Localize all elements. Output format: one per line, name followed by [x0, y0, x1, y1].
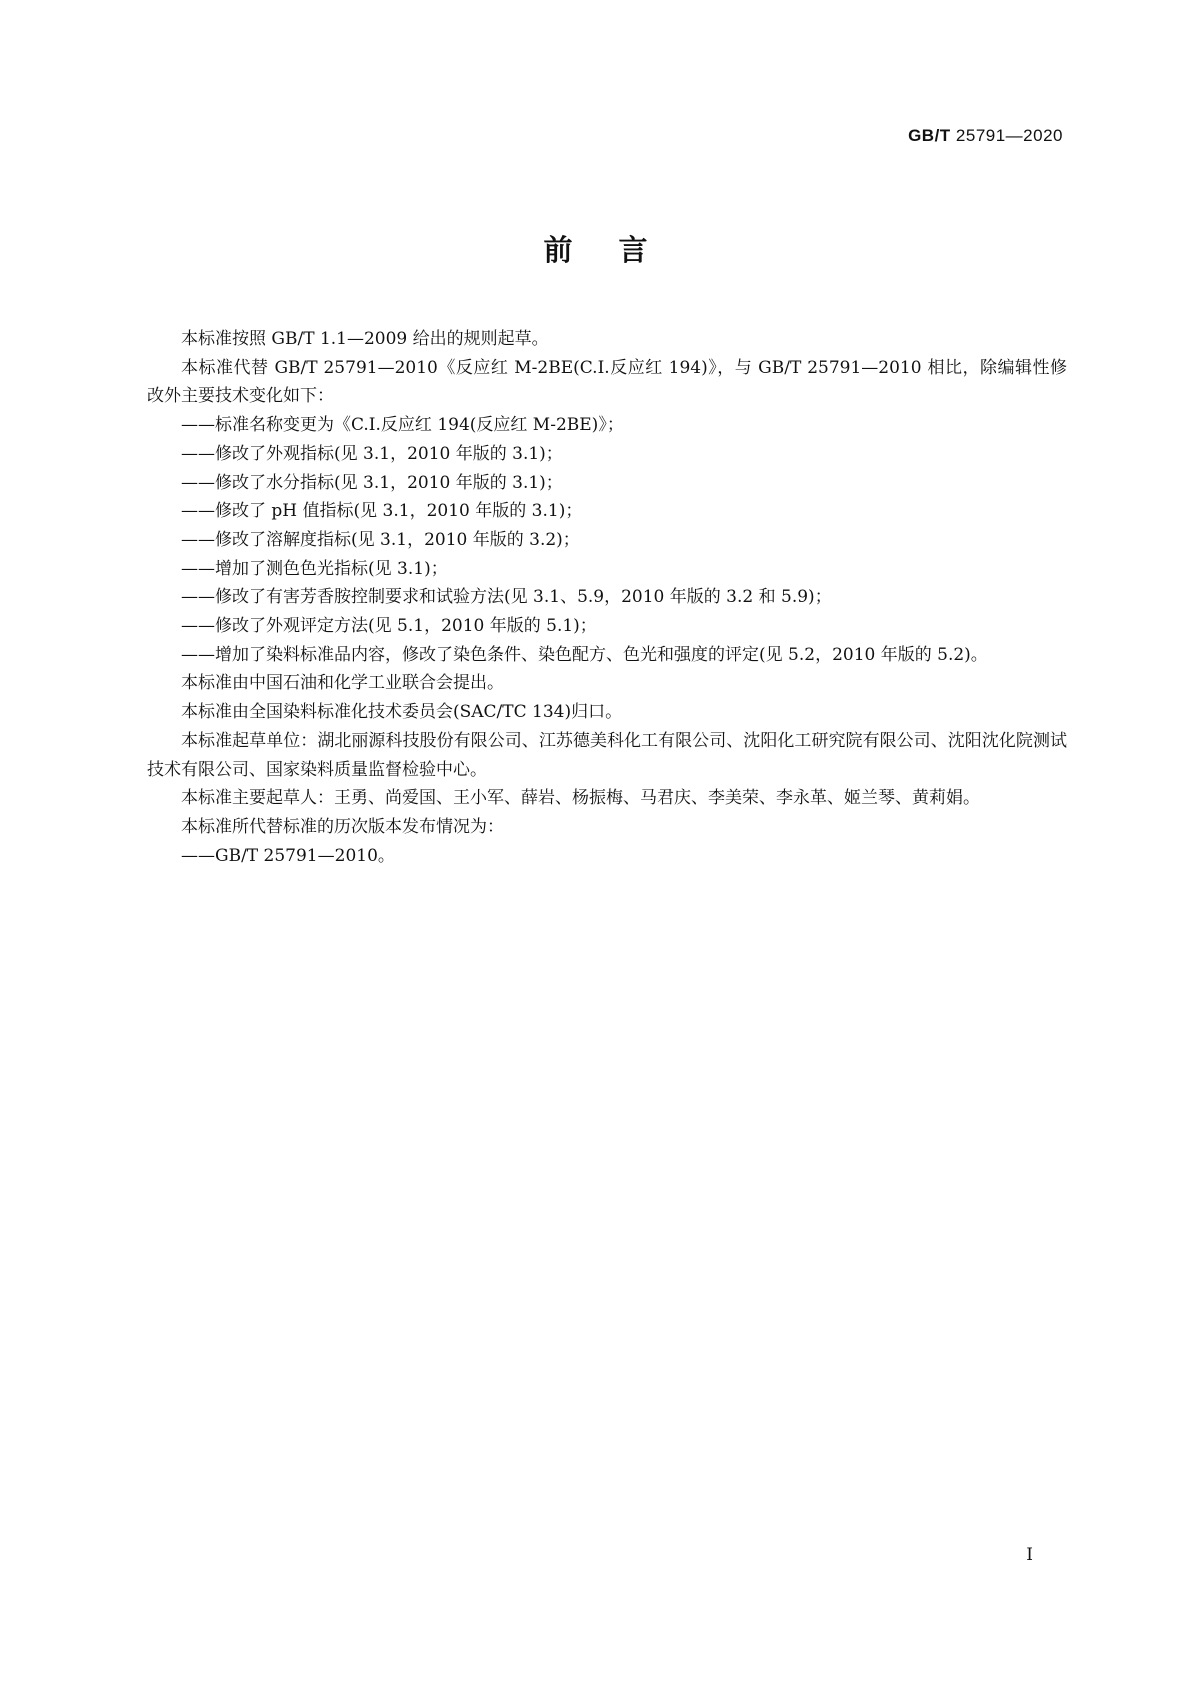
change-item: ——修改了 pH 值指标(见 3.1，2010 年版的 3.1)； — [181, 501, 583, 522]
foreword-body — [147, 325, 1067, 870]
change-item: ——增加了染料标准品内容，修改了染色条件、染色配方、色光和强度的评定(见 5.2，2010 年版的 5.2)。 — [181, 644, 988, 665]
paragraph-replacement: 本标准代替 GB/T 25791—2010《反应红 M-2BE(C.I.反应红 194)》，与 GB/T 25791—2010 相比，除编辑性修改外主要技术变化如下： — [147, 357, 1067, 407]
history-item: ——GB/T 25791—2010。 — [181, 845, 395, 866]
change-item: ——修改了有害芳香胺控制要求和试验方法(见 3.1、5.9，2010 年版的 3.2 和 5.9)； — [181, 587, 832, 608]
page-number: I — [1026, 1545, 1033, 1565]
page-header — [908, 126, 1063, 146]
paragraph-committee: 本标准由全国染料标准化技术委员会(SAC/TC 134)归口。 — [181, 702, 623, 723]
paragraph-drafters: 本标准主要起草人：王勇、尚爱国、王小军、薛岩、杨振梅、马君庆、李美荣、李永革、姬兰琴、黄莉娟。 — [181, 788, 980, 809]
section-title: 前言 — [543, 233, 694, 267]
paragraph-history-intro: 本标准所代替标准的历次版本发布情况为： — [181, 816, 504, 837]
change-item: ——修改了水分指标(见 3.1，2010 年版的 3.1)； — [181, 472, 563, 493]
paragraph-drafting-rules: 本标准按照 GB/T 1.1—2009 给出的规则起草。 — [181, 329, 549, 349]
change-item: ——增加了测色色光指标(见 3.1)； — [181, 558, 448, 579]
change-item: ——修改了外观评定方法(见 5.1，2010 年版的 5.1)； — [181, 616, 597, 637]
standard-prefix: GB/T — [908, 126, 951, 145]
change-item: ——修改了外观指标(见 3.1，2010 年版的 3.1)； — [181, 443, 563, 464]
change-item: ——修改了溶解度指标(见 3.1，2010 年版的 3.2)； — [181, 529, 580, 550]
paragraph-proposer: 本标准由中国石油和化学工业联合会提出。 — [181, 673, 504, 694]
standard-number: 25791—2020 — [955, 126, 1063, 145]
paragraph-drafting-units: 本标准起草单位：湖北丽源科技股份有限公司、江苏德美科化工有限公司、沈阳化工研究院有限公司、沈阳沈化院测试技术有限公司、国家染料质量监督检验中心。 — [147, 730, 1067, 780]
change-item: ——标准名称变更为《C.I.反应红 194(反应红 M-2BE)》； — [181, 415, 624, 436]
